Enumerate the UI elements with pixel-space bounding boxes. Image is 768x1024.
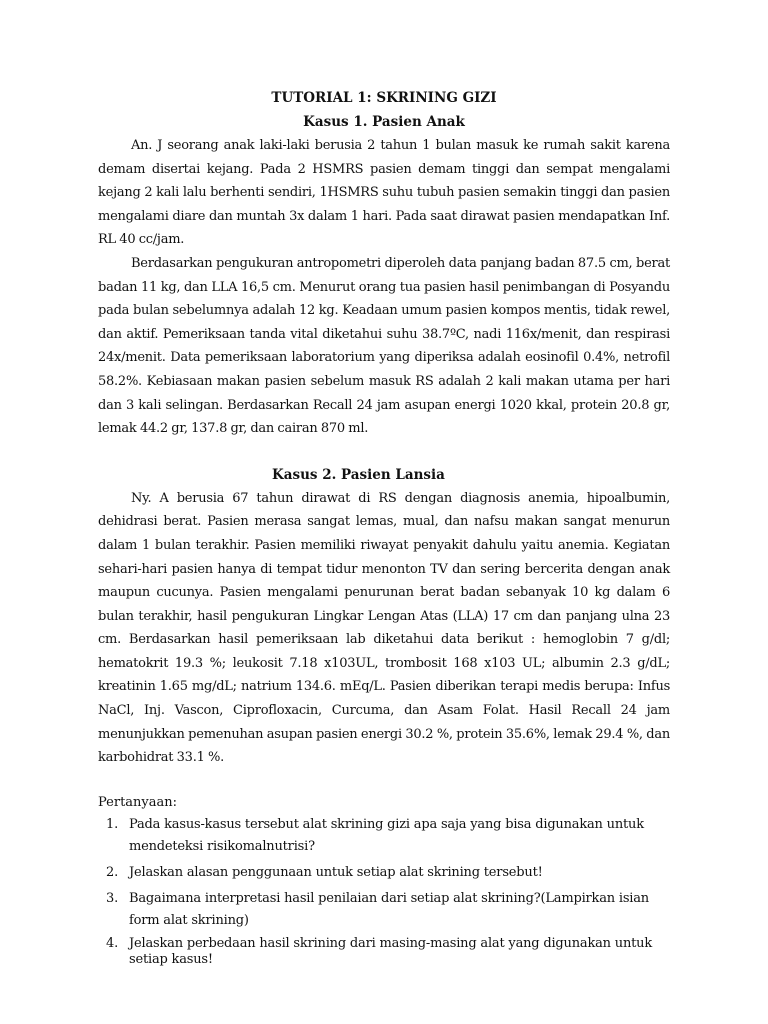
question-text: Bagaimana interpretasi hasil penilaian dari setiap alat skrining?(Lampirkan isian form alat skrining): [129, 890, 649, 928]
case1-paragraph-1: An. J seorang anak laki-laki berusia 2 tahun 1 bulan masuk ke rumah sakit karena demam disertai kejang. Pada 2 HSMRS pasien demam tinggi dan sempat mengalami kejang 2 kali lalu berhenti sendiri, 1HSMRS suhu tubuh pasien semakin tinggi dan pasien mengalami diare dan muntah 3x dalam 1 hari. Pada saat dirawat pasien mendapatkan Inf. RL 40 cc/jam.: [98, 138, 670, 248]
question-item-4: [98, 936, 670, 968]
question-text: Jelaskan perbedaan hasil skrining dari masing-masing alat yang digunakan untuk setiap kasus!: [129, 935, 652, 967]
questions-list: [98, 814, 670, 968]
case1-paragraph-2: Berdasarkan pengukuran antropometri diperoleh data panjang badan 87.5 cm, berat badan 11 kg, dan LLA 16,5 cm. Menurut orang tua pasien hasil penimbangan di Posyandu pada bulan sebelumnya adalah 12 kg. Keadaan umum pasien kompos mentis, tidak rewel, dan aktif. Pemeriksaan tanda vital diketahui suhu 38.7ºC, nadi 116x/menit, dan respirasi 24x/menit. Data pemeriksaan laboratorium yang diperiksa adalah eosinofil 0.4%, netrofil 58.2%. Kebiasaan makan pasien sebelum masuk RS adalah 2 kali makan utama per hari dan 3 kali selingan. Berdasarkan Recall 24 jam asupan energi 1020 kkal, protein 20.8 gr, lemak 44.2 gr, 137.8 gr, dan cairan 870 ml.: [98, 255, 670, 437]
document-title: TUTORIAL 1: SKRINING GIZI: [271, 90, 497, 106]
question-item-3: [98, 888, 670, 932]
question-text: Jelaskan alasan penggunaan untuk setiap alat skrining tersebut!: [129, 864, 543, 880]
document-page: [98, 86, 670, 972]
section-spacer: [98, 770, 670, 792]
question-number: 2.: [106, 864, 119, 880]
question-item-2: [98, 862, 670, 884]
question-number: 3.: [106, 890, 119, 906]
case2-paragraph-1: Ny. A berusia 67 tahun dirawat di RS dengan diagnosis anemia, hipoalbumin, dehidrasi berat. Pasien merasa sangat lemas, mual, dan nafsu makan sangat menurun dalam 1 bulan terakhir. Pasien memiliki riwayat penyakit dahulu yaitu anemia. Kegiatan sehari-hari pasien hanya di tempat tidur menonton TV dan sering bercerita dengan anak maupun cucunya. Pasien mengalami penurunan berat badan sebanyak 10 kg dalam 6 bulan terakhir, hasil pengukuran Lingkar Lengan Atas (LLA) 17 cm dan panjang ulna 23 cm. Berdasarkan hasil pemeriksaan lab diketahui data berikut : hemoglobin 7 g/dl; hematokrit 19.3 %; leukosit 7.18 x103UL, trombosit 168 x103 UL; albumin 2.3 g/dL; kreatinin 1.65 mg/dL; natrium 134.6. mEq/L. Pasien diberikan terapi medis berupa: Infus NaCl, Inj. Vascon, Ciprofloxacin, Curcuma, dan Asam Folat. Hasil Recall 24 jam menunjukkan pemenuhan asupan pasien energi 30.2 %, protein 35.6%, lemak 29.4 %, dan karbohidrat 33.1 %.: [98, 490, 670, 766]
question-number: 4.: [106, 935, 119, 951]
question-number: 1.: [106, 816, 119, 832]
section-spacer: [98, 441, 670, 463]
case1-heading: Kasus 1. Pasien Anak: [303, 114, 465, 130]
question-item-1: [98, 814, 670, 858]
case2-heading: Kasus 2. Pasien Lansia: [272, 466, 445, 483]
questions-heading: Pertanyaan:: [98, 794, 178, 810]
question-text: Pada kasus-kasus tersebut alat skrining gizi apa saja yang bisa digunakan untuk mendeteksi risikomalnutrisi?: [129, 816, 644, 854]
